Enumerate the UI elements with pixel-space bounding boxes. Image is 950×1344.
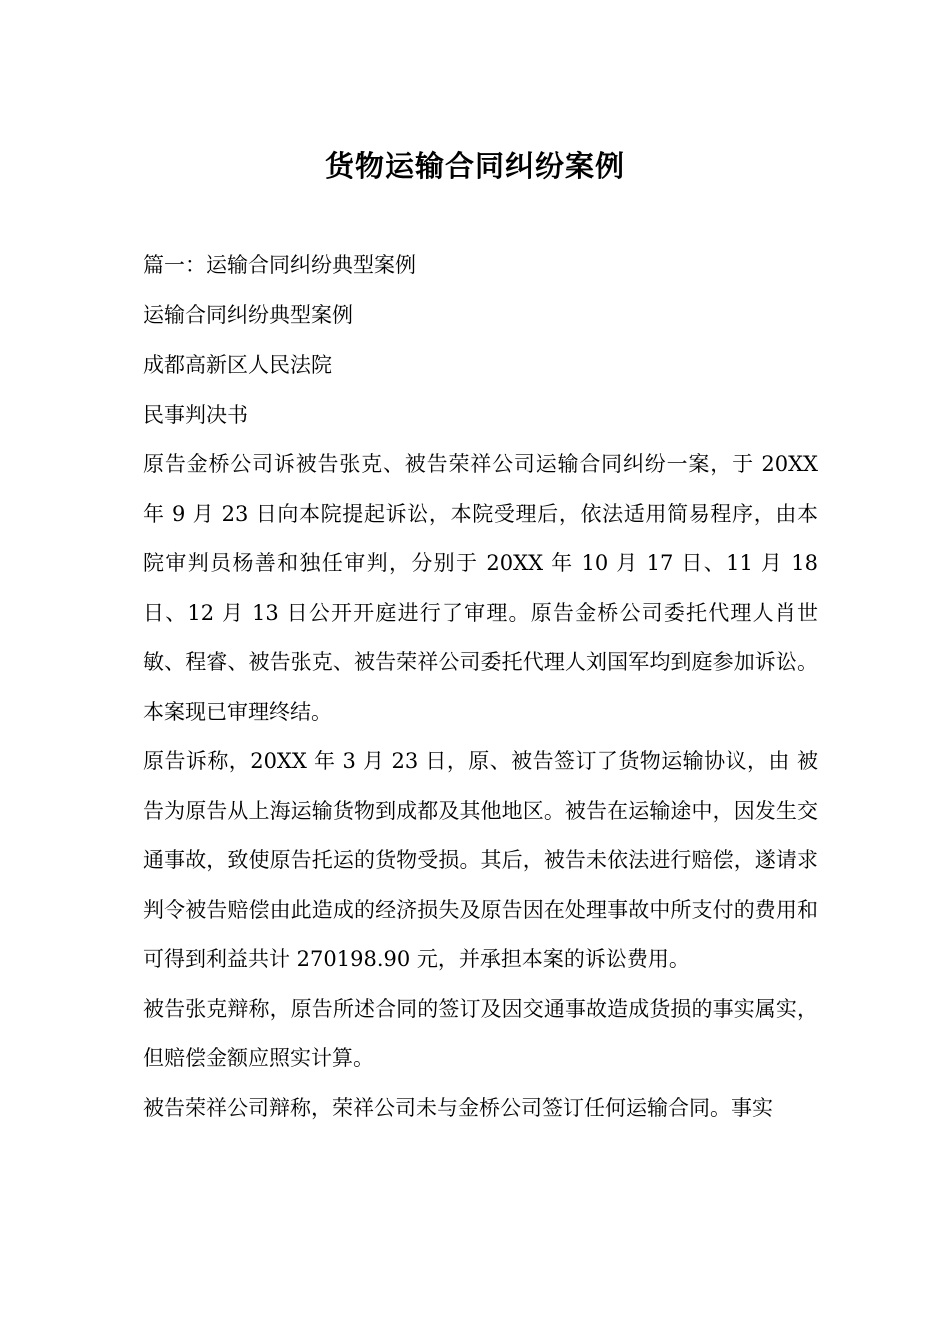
case-title: 运输合同纠纷典型案例 [143,303,353,327]
paragraph-case-intro: 原告金桥公司诉被告张克、被告荣祥公司运输合同纠纷一案，于 20XX 年 9 月 23 日向本院提起诉讼，本院受理后，依法适用简易程序，由本院审判员杨善和独任审判，分别于 20XX 年 10 月 17 日、11 月 18 日、12 月 13 日公开开庭进行了审理。原告金桥公司委托代理人肖世敏、程睿、被告张克、被告荣祥公司委托代理人刘国军均到庭参加诉讼。本案现已审理终结。 [143,452,818,724]
court-name: 成都高新区人民法院 [143,353,332,377]
document-body [143,240,818,1133]
paragraph-plaintiff-claim: 原告诉称，20XX 年 3 月 23 日，原、被告签订了货物运输协议，由 被告为原告从上海运输货物到成都及其他地区。被告在运输途中，因发生交通事故，致使原告托运的货物受损。其后，被告未依法进行赔偿，遂请求判令被告赔偿由此造成的经济损失及原告因在处理事故中所支付的费用和可得到利益共计 270198.90 元，并承担本案的诉讼费用。 [143,749,818,971]
paragraph-defendant-rongxiang-reply: 被告荣祥公司辩称，荣祥公司未与金桥公司签订任何运输合同。事实 [143,1095,773,1120]
document-title: 货物运输合同纠纷案例 [324,149,625,183]
document-type: 民事判决书 [143,403,248,427]
section-heading: 篇一：运输合同纠纷典型案例 [143,253,416,277]
paragraph-defendant-zhang-reply: 被告张克辩称，原告所述合同的签订及因交通事故造成货损的事实属实，但赔偿金额应照实计算。 [143,996,818,1070]
